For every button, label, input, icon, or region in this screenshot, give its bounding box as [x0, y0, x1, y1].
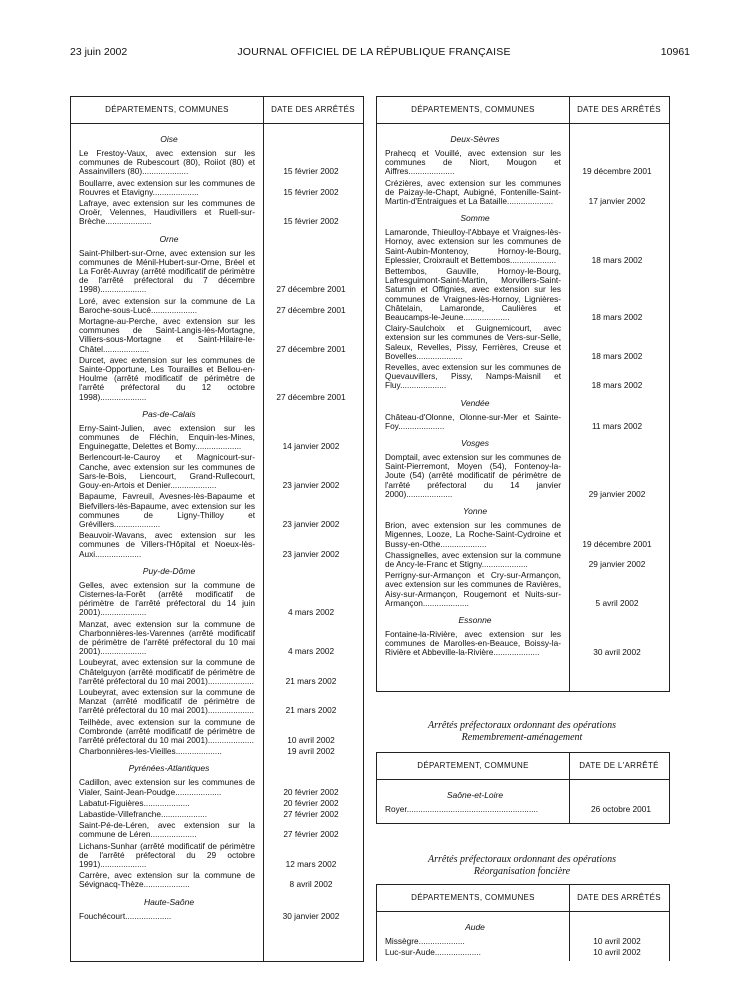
- commune-entry: Brion, avec extension sur les communes de Migennes, Looze, La Roche-Saint-Cydroine et Bussy-en-Othe....................: [385, 520, 561, 549]
- section-heading: Somme: [460, 213, 490, 224]
- table-row: [79, 620, 359, 657]
- right-table-body: [385, 127, 665, 660]
- commune-entry: Bapaume, Favreuil, Avesnes-lès-Bapaume et Biefvillers-lès-Bapaume, avec extension sur les communes de Ligny-Thilloy et Grévillers....................: [79, 491, 255, 529]
- arrete-date: 27 décembre 2001: [276, 343, 346, 354]
- arrete-date: 29 janvier 2002: [588, 488, 646, 499]
- commune-entry: Chassignelles, avec extension sur la commune de Ancy-le-Franc et Stigny....................: [385, 549, 561, 569]
- arrete-date: 18 mars 2002: [591, 350, 643, 361]
- commune-entry: Saint-Pé-de-Léren, avec extension sur la commune de Léren....................: [79, 820, 255, 840]
- table-row: [79, 199, 359, 227]
- arrete-date: 20 février 2002: [283, 786, 339, 797]
- section-heading: Saône-et-Loire: [446, 790, 504, 800]
- commune-entry: Teilhède, avec extension sur la commune de Combronde (arrêté modificatif de périmètre de l'arrêté préfectoral du 10 mai 2001)....................: [79, 716, 255, 745]
- commune-entry: Lamaronde, Thieulloy-l'Abbaye et Vraignes-lès-Hornoy, avec extension sur les communes de Saint-Aubin-Montenoy, Hornoy-le-Bourg, Eplessier, Croixrault et Bettembos....................: [385, 227, 561, 265]
- right-table: [376, 96, 670, 692]
- table-row: [385, 363, 665, 391]
- right-table-col2-header: DATE DES ARRÊTÉS: [569, 97, 669, 124]
- arrete-date: 15 février 2002: [283, 216, 339, 227]
- arrete-date: 19 décembre 2001: [582, 538, 652, 549]
- commune-entry: Erny-Saint-Julien, avec extension sur les communes de Fléchin, Enquin-les-Mines, Enguinegatte, Delettes et Bomy....................: [79, 422, 255, 452]
- table-row: [385, 630, 665, 658]
- table-row: [385, 324, 665, 361]
- left-table-body: [79, 127, 359, 923]
- commune-entry: Le Frestoy-Vaux, avec extension sur les communes de Rubescourt (80), Roiiot (80) et Assainvillers (80)....................: [79, 148, 255, 177]
- table-row: [385, 571, 665, 608]
- arrete-date: 18 mars 2002: [591, 312, 643, 323]
- commune-entry: Clairy-Saulchoix et Guignemicourt, avec extension sur les communes de Vers-sur-Selle, Saleux, Revelles, Pissy, Ferrières, Creuse et Bovelles....................: [385, 323, 561, 361]
- table-row: [79, 799, 359, 808]
- table-row: [79, 912, 359, 921]
- section-heading: Yonne: [462, 506, 488, 517]
- section-heading: Aude: [465, 922, 485, 932]
- arrete-date: 20 février 2002: [283, 797, 339, 808]
- commune-entry: Bettembos, Gauville, Hornoy-le-Bourg, Lafresguimont-Saint-Martin, Morvillers-Saint-Saturnin et Offignies, avec extension sur les communes de Vraignes-lès-Hornoy, Lignières-Châtelain, Lamaronde, Caulières et Beaucamps-le-Jeune....................: [385, 266, 561, 323]
- table-row: [385, 228, 665, 265]
- table-row: [79, 842, 359, 870]
- section-heading: Orne: [159, 233, 179, 244]
- left-table: [70, 96, 364, 962]
- arrete-date: 27 décembre 2001: [276, 391, 346, 402]
- caption-remembrement-line2: Remembrement-aménagement: [461, 732, 583, 743]
- section-heading: Pas-de-Calais: [142, 408, 196, 419]
- caption-reorganisation-line2: Réorganisation foncière: [473, 866, 571, 877]
- arrete-date: 21 mars 2002: [285, 705, 337, 716]
- arrete-date: 27 février 2002: [283, 808, 339, 819]
- arrete-date: 15 février 2002: [283, 166, 339, 177]
- table-row: [79, 821, 359, 839]
- commune-entry: Loré, avec extension sur la commune de La Baroche-sous-Lucé....................: [79, 295, 255, 315]
- arrete-date: 15 février 2002: [283, 186, 339, 197]
- commune-entry: Labastide-Villefranche....................: [79, 808, 208, 819]
- arrete-date: 30 avril 2002: [593, 647, 641, 658]
- caption-remembrement: [376, 720, 668, 744]
- reorganisation-col2-header: DATE DES ARRÊTÉS: [569, 885, 669, 912]
- table-row: [385, 937, 665, 946]
- arrete-date: 18 mars 2002: [591, 254, 643, 265]
- section-heading: Essonne: [458, 614, 492, 625]
- caption-reorganisation-line1: Arrêtés préfectoraux ordonnant des opérations: [428, 854, 616, 865]
- remembrement-table: [376, 752, 670, 824]
- arrete-date: 10 avril 2002: [287, 734, 335, 745]
- arrete-date: 26 octobre 2001: [591, 804, 651, 814]
- commune-entry: Fouchécourt....................: [79, 910, 172, 921]
- table-row: [79, 747, 359, 756]
- commune-entry: Perrigny-sur-Armançon et Cry-sur-Armançon, avec extension sur les communes de Ravières, Aisy-sur-Armançon, Rougemont et Nuits-sur-Armançon....................: [385, 570, 561, 608]
- section-heading: Oise: [160, 134, 178, 144]
- header-date: 23 juin 2002: [70, 46, 128, 58]
- arrete-date: 19 décembre 2001: [582, 166, 652, 177]
- arrete-date: 23 janvier 2002: [282, 480, 340, 491]
- table-row: [79, 778, 359, 796]
- table-row: [79, 718, 359, 746]
- arrete-date: 19 avril 2002: [287, 746, 335, 757]
- table-row: [385, 551, 665, 569]
- reorganisation-table: [376, 884, 670, 961]
- commune-entry: Durcet, avec extension sur les communes de Sainte-Opportune, Les Tourailles et Bellou-en-Houlme (arrêté modificatif de périmètre de l'arrêté préfectoral du 12 octobre 1998)....................: [79, 354, 255, 402]
- commune-entry: Fontaine-la-Rivière, avec extension sur les communes de Marolles-en-Beauce, Boissy-la-Rivière et Abbeville-la-Rivière....................: [385, 628, 561, 658]
- arrete-date: 27 décembre 2001: [276, 304, 346, 315]
- commune-entry: Saint-Philbert-sur-Orne, avec extension sur les communes de Ménil-Hubert-sur-Orne, Bréel et La Forêt-Auvray (arrêté modificatif de périmètre de l'arrêté préfectoral du 7 décembre 1998)....................: [79, 247, 255, 295]
- commune-entry: Luc-sur-Aude....................: [385, 947, 481, 958]
- arrete-date: 14 janvier 2002: [282, 441, 340, 452]
- remembrement-col1-header: DÉPARTEMENT, COMMUNE: [377, 753, 569, 780]
- commune-entry: Château-d'Olonne, Olonne-sur-Mer et Sainte-Foy....................: [385, 411, 561, 431]
- table-row: [385, 453, 665, 499]
- commune-entry: Carrère, avec extension sur la commune de Sévignacq-Thèze....................: [79, 870, 255, 890]
- commune-entry: Loubeyrat, avec extension sur la commune de Manzat (arrêté modificatif de périmètre de l'arrêté préfectoral du 10 mai 2001)....................: [79, 686, 255, 716]
- arrete-date: 5 avril 2002: [595, 597, 639, 608]
- commune-entry: Lichans-Sunhar (arrêté modificatif de périmètre de l'arrêté préfectoral du 29 octobre 1991)....................: [79, 840, 255, 869]
- table-row: [79, 297, 359, 315]
- arrete-date: 18 mars 2002: [591, 380, 643, 391]
- left-table-col2-header: DATE DES ARRÊTÉS: [263, 97, 363, 124]
- table-row: [79, 317, 359, 354]
- arrete-date: 8 avril 2002: [289, 879, 333, 890]
- commune-entry: Royer.........................................................: [385, 804, 539, 814]
- arrete-date: 10 avril 2002: [593, 947, 641, 958]
- commune-entry: Labatut-Figuières....................: [79, 797, 190, 808]
- commune-entry: Beauvoir-Wavans, avec extension sur les communes de Villers-l'Hôpital et Noeux-lès-Auxi....................: [79, 530, 255, 559]
- commune-entry: Manzat, avec extension sur la commune de Charbonnières-les-Varennes (arrêté modificatif de périmètre de l'arrêté préfectoral du 10 mai 2001)....................: [79, 618, 255, 657]
- arrete-date: 27 février 2002: [283, 829, 339, 840]
- caption-reorganisation: [376, 854, 668, 878]
- arrete-date: 27 décembre 2001: [276, 284, 346, 295]
- table-row: [385, 413, 665, 431]
- arrete-date: 21 mars 2002: [285, 675, 337, 686]
- table-row: [385, 149, 665, 177]
- section-heading: Puy-de-Dôme: [142, 565, 196, 576]
- table-row: [79, 658, 359, 686]
- table-row: [79, 688, 359, 716]
- commune-entry: Berlencourt-le-Cauroy et Magnicourt-sur-Canche, avec extension sur les communes de Sars-le-Bois, Liencourt, Grand-Rullecourt, Gouy-en-Artois et Denier....................: [79, 452, 255, 491]
- arrete-date: 12 mars 2002: [285, 859, 337, 869]
- arrete-date: 10 avril 2002: [593, 936, 641, 946]
- table-row: [79, 531, 359, 559]
- table-row: [79, 149, 359, 177]
- commune-entry: Loubeyrat, avec extension sur la commune de Châtelguyon (arrêté modificatif de périmètre de l'arrêté préfectoral du 10 mai 2001)....................: [79, 657, 255, 686]
- arrete-date: 11 mars 2002: [591, 420, 643, 431]
- arrete-date: 4 mars 2002: [287, 646, 335, 657]
- table-row: [79, 871, 359, 889]
- arrete-date: 4 mars 2002: [287, 607, 335, 618]
- journal-title: JOURNAL OFFICIEL DE LA RÉPUBLIQUE FRANÇAISE: [237, 46, 511, 58]
- section-heading: Deux-Sèvres: [450, 134, 500, 144]
- arrete-date: 17 janvier 2002: [588, 196, 646, 207]
- remembrement-col2-header: DATE DE L'ARRÊTÉ: [569, 753, 669, 780]
- arrete-date: 23 janvier 2002: [282, 548, 340, 559]
- commune-entry: Charbonnières-les-Vieilles....................: [79, 746, 222, 757]
- commune-entry: Lafraye, avec extension sur les communes de Oroër, Velennes, Haudivillers et Ruell-sur-Brèche....................: [79, 198, 255, 227]
- reorganisation-col1-header: DÉPARTEMENTS, COMMUNES: [377, 885, 569, 912]
- table-row: [385, 948, 665, 957]
- table-row: [385, 521, 665, 549]
- commune-entry: Boullarre, avec extension sur les communes de Rouvres et Etavigny....................: [79, 177, 255, 197]
- commune-entry: Revelles, avec extension sur les communes de Quevauvillers, Pissy, Namps-Maisnil et Fluy....................: [385, 362, 561, 391]
- commune-entry: Mortagne-au-Perche, avec extension sur les communes de Saint-Langis-lès-Mortagne, Villiers-sous-Mortagne et Saint-Hilaire-le-Châtel....................: [79, 316, 255, 354]
- table-row: [79, 356, 359, 402]
- caption-remembrement-line1: Arrêtés préfectoraux ordonnant des opérations: [428, 720, 616, 731]
- table-row: [385, 267, 665, 322]
- arrete-date: 23 janvier 2002: [282, 518, 340, 529]
- table-row: [79, 424, 359, 452]
- table-row: [79, 492, 359, 529]
- section-heading: Haute-Saône: [143, 896, 195, 907]
- section-heading: Vendée: [460, 397, 490, 408]
- table-row: [79, 249, 359, 295]
- commune-entry: Crézières, avec extension sur les communes de Paizay-le-Chapt, Aubigné, Fontenille-Saint-Martin-d'Entraigues et La Bataille....................: [385, 177, 561, 207]
- section-heading: Pyrénées-Atlantiques: [128, 763, 210, 774]
- commune-entry: Domptail, avec extension sur les communes de Saint-Pierremont, Moyen (54), Fontenoy-la-Joute (54) (arrêté modificatif de périmètre de l'arrêté préfectoral du 14 janvier 2000)....................: [385, 452, 561, 499]
- arrete-date: 29 janvier 2002: [588, 558, 646, 569]
- arrete-date: 30 janvier 2002: [282, 910, 340, 921]
- table-row: [79, 810, 359, 819]
- commune-entry: Missègre....................: [385, 936, 465, 946]
- table-row: [79, 179, 359, 197]
- right-table-col1-header: DÉPARTEMENTS, COMMUNES: [377, 97, 569, 124]
- left-table-col1-header: DÉPARTEMENTS, COMMUNES: [71, 97, 263, 124]
- commune-entry: Cadillon, avec extension sur les communes de Vialer, Saint-Jean-Poudge....................: [79, 777, 255, 797]
- section-heading: Vosges: [460, 438, 490, 449]
- table-row: [79, 581, 359, 618]
- commune-entry: Gelles, avec extension sur la commune de Cisternes-la-Forêt (arrêté modificatif de périmètre de l'arrêté préfectoral du 14 juin 2001)....................: [79, 579, 255, 618]
- table-row: [385, 179, 665, 207]
- page-number: 10961: [660, 46, 690, 58]
- table-row: [79, 453, 359, 490]
- commune-entry: Prahecq et Vouillé, avec extension sur les communes de Niort, Mougon et Aiffres....................: [385, 148, 561, 177]
